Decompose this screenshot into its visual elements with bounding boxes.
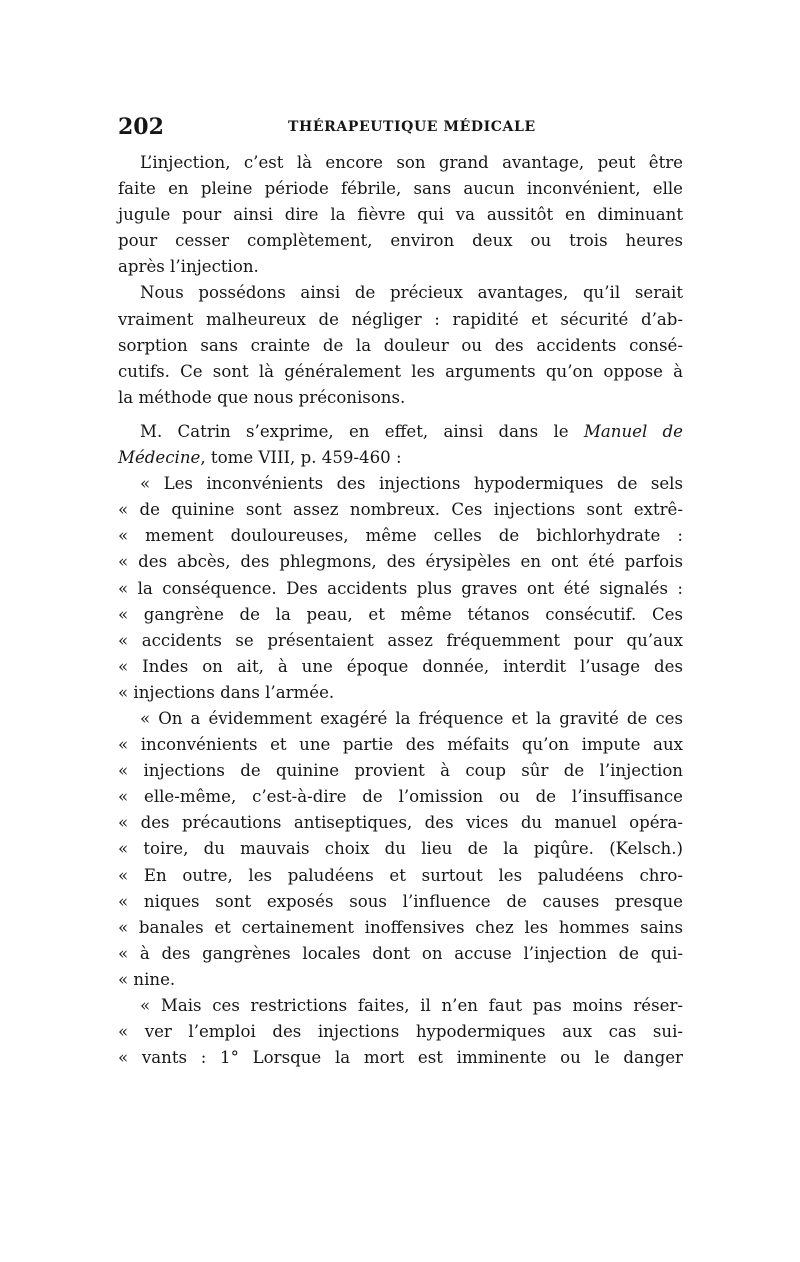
quote-line: « En outre, les paludéens et surtout les paludéens chro-: [118, 865, 683, 885]
quote-line: « toire, du mauvais choix du lieu de la piqûre. (Kelsch.): [118, 839, 683, 859]
paragraph-3: [118, 419, 683, 471]
text-line: Nous possédons ainsi de précieux avantages, qu’il serait: [140, 283, 683, 303]
text-line: vraiment malheureux de négliger : rapidité et sécurité d’ab-: [118, 309, 683, 329]
text-line: cutifs. Ce sont là généralement les arguments qu’on oppose à: [118, 361, 683, 381]
quote-line: « de quinine sont assez nombreux. Ces injections sont extrê-: [118, 500, 683, 520]
quote-line: « injections dans l’armée.: [118, 682, 335, 702]
quote-line: « Mais ces restrictions faites, il n’en faut pas moins réser-: [140, 996, 683, 1015]
quote-line: « niques sont exposés sous l’influence de causes presque: [118, 891, 683, 911]
quote-line: « Indes on ait, à une époque donnée, interdit l’usage des: [118, 656, 683, 676]
quote-line: « gangrène de la peau, et même tétanos consécutif. Ces: [118, 604, 683, 624]
citation-reference: , tome VIII, p. 459-460 :: [200, 448, 402, 468]
text-line: pour cesser complètement, environ deux ou trois heures: [118, 231, 683, 251]
text-line: [118, 419, 683, 445]
quote-line: « inconvénients et une partie des méfaits qu’on impute aux: [118, 735, 683, 755]
running-head: THÉRAPEUTIQUE MÉDICALE: [288, 119, 536, 135]
citation-intro: M. Catrin s’exprime, en effet, ainsi dans le: [140, 421, 584, 441]
quote-line: « ver l’emploi des injections hypodermiques aux cas sui-: [118, 1022, 683, 1042]
quote-line: « des précautions antiseptiques, des vices du manuel opéra-: [118, 813, 683, 833]
book-title-part-1: Manuel de: [583, 421, 683, 441]
quote-line: « des abcès, des phlegmons, des érysipèles en ont été parfois: [118, 552, 683, 572]
quotation-2: [118, 706, 683, 993]
page-body: [118, 150, 683, 1071]
text-line: [118, 445, 683, 471]
text-line: sorption sans crainte de la douleur ou des accidents consé-: [118, 335, 683, 355]
quote-line: « injections de quinine provient à coup sûr de l’injection: [118, 761, 683, 781]
text-line: L’injection, c’est là encore son grand avantage, peut être: [140, 153, 683, 172]
quotation-3: [118, 993, 683, 1071]
page-number: 202: [118, 114, 164, 140]
text-line: après l’injection.: [118, 257, 259, 277]
paragraph-2: [118, 280, 683, 410]
quote-line: « Les inconvénients des injections hypodermiques de sels: [140, 474, 683, 494]
book-title-part-2: Médecine: [118, 448, 201, 468]
quote-line: « banales et certainement inoffensives chez les hommes sains: [118, 917, 683, 937]
quote-line: « elle-même, c’est-à-dire de l’omission ou de l’insuffisance: [118, 787, 683, 807]
quote-line: « vants : 1° Lorsque la mort est imminente ou le danger: [118, 1048, 683, 1068]
text-line: faite en pleine période fébrile, sans aucun inconvénient, elle: [118, 179, 683, 199]
quote-line: « nine.: [118, 969, 176, 989]
quote-line: « à des gangrènes locales dont on accuse l’injection de qui-: [118, 943, 683, 963]
quote-line: « mement douloureuses, même celles de bichlorhydrate :: [118, 526, 683, 546]
quotation-1: [118, 471, 683, 706]
paragraph-gap: [118, 411, 683, 419]
page-header: [118, 114, 683, 142]
text-line: jugule pour ainsi dire la fièvre qui va aussitôt en diminuant: [118, 205, 683, 225]
quote-line: « la conséquence. Des accidents plus graves ont été signalés :: [118, 578, 683, 598]
text-line: la méthode que nous préconisons.: [118, 387, 406, 407]
quote-line: « On a évidemment exagéré la fréquence et la gravité de ces: [140, 708, 683, 728]
paragraph-1: [118, 150, 683, 280]
quote-line: « accidents se présentaient assez fréquemment pour qu’aux: [118, 630, 683, 650]
